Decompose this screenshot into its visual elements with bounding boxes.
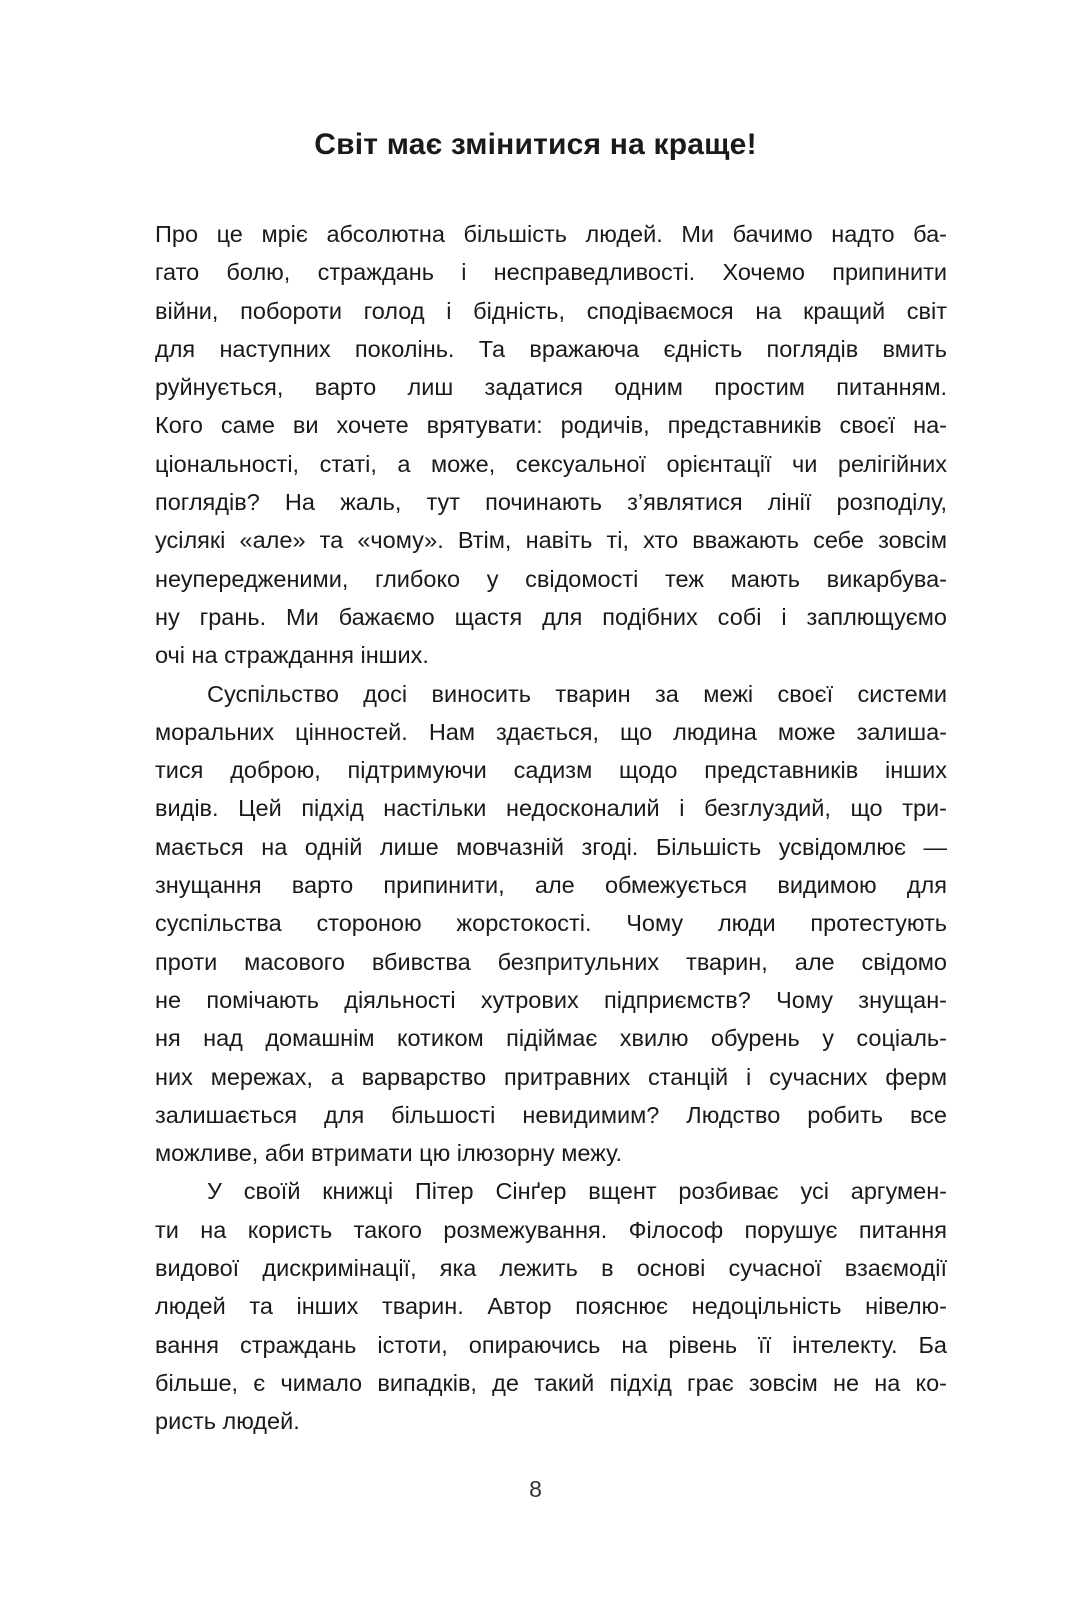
text-line: поглядів? На жаль, тут починають з’являтися лінії розподілу, [155,489,947,516]
text-line: ристь людей. [155,1408,300,1435]
text-line: ти на користь такого розмежування. Філософ порушує питання [155,1216,947,1243]
text-line: усілякі «але» та «чому». Втім, навіть ті, хто вважають себе зовсім [155,527,947,554]
chapter-title: Світ має змінитися на краще! [314,128,757,161]
text-line: людей та інших тварин. Автор пояснює недоцільність нівелю- [155,1293,947,1320]
text-line: видів. Цей підхід настільки недосконалий і безглуздий, що три- [155,795,947,822]
text-line: тися доброю, підтримуючи садизм щодо представників інших [155,757,947,784]
text-line: неупередженими, глибоко у свідомості теж мають викарбува- [155,565,947,592]
text-line: більше, є чимало випадків, де такий підхід грає зовсім не на ко- [155,1369,947,1396]
text-line: вання страждань істоти, опираючись на рівень її інтелекту. Ба [155,1331,947,1358]
text-line: ну грань. Ми бажаємо щастя для подібних собі і заплющуємо [155,603,947,630]
text-line: моральних цінностей. Нам здається, що людина може залиша- [155,718,947,745]
text-line: суспільства стороною жорстокості. Чому люди протестують [155,910,947,937]
text-line: Про це мріє абсолютна більшість людей. Ми бачимо надто ба- [155,221,947,247]
text-line: знущання варто припинити, але обмежується видимою для [155,872,947,899]
text-line: ціональності, статі, а може, сексуальної орієнтації чи релігійних [155,450,947,477]
paragraph [155,1172,947,1440]
text-line: мається на одній лише мовчазній згоді. Більшість усвідомлює — [155,833,947,860]
body-text [155,215,947,1441]
text-line: очі на страждання інших. [155,642,429,669]
paragraph [155,215,947,675]
text-line: Кого саме ви хочете врятувати: родичів, представників своєї на- [155,412,947,439]
text-line: руйнується, варто лиш задатися одним простим питанням. [155,374,947,401]
text-line: Суспільство досі виносить тварин за межі своєї системи [207,680,947,707]
text-line: війни, побороти голод і бідність, сподіваємося на кращий світ [155,297,947,324]
text-line: них мережах, а варварство притравних станцій і сучасних ферм [155,1063,947,1090]
text-line: проти масового вбивства безпритульних тварин, але свідомо [155,948,947,975]
page-number: 8 [529,1476,542,1502]
paragraph [155,675,947,1173]
text-line: видової дискримінації, яка лежить в основі сучасної взаємодії [155,1255,947,1282]
text-line: У своїй книжці Пітер Сінґер вщент розбиває усі аргумен- [207,1178,947,1205]
text-line: гато болю, страждань і несправедливості. Хочемо припинити [155,259,947,286]
text-line: можливе, аби втримати цю ілюзорну межу. [155,1140,623,1167]
text-line: для наступних поколінь. Та вражаюча єдність поглядів вмить [155,335,947,362]
text-line: не помічають діяльності хутрових підприємств? Чому знущан- [155,986,947,1013]
text-line: залишається для більшості невидимим? Людство робить все [155,1101,947,1128]
text-line: ня над домашнім котиком підіймає хвилю обурень у соціаль- [155,1025,947,1052]
